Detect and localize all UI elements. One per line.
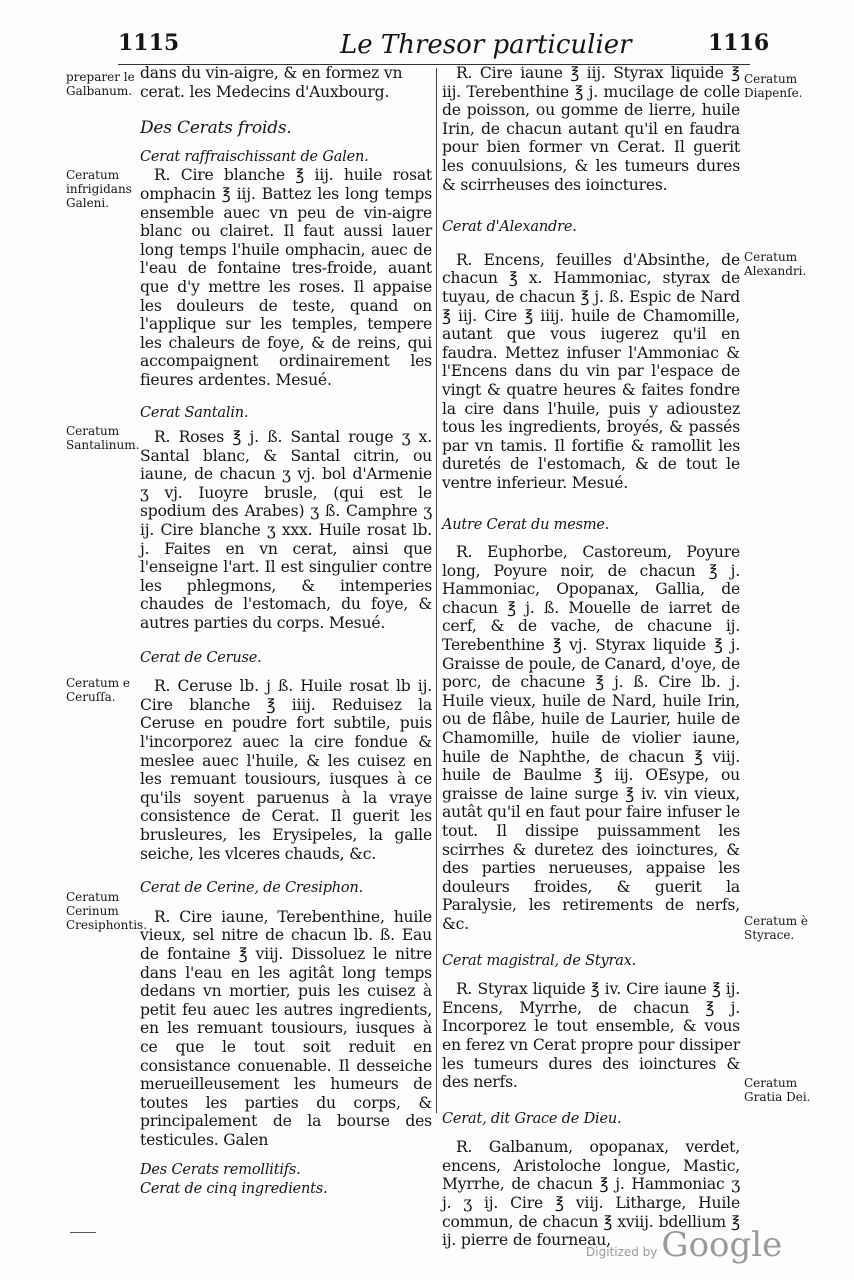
page-number-right: 1116 [708,30,770,56]
margin-note-cerinum: Ceratum Cerinum Cresiphontis. [66,890,148,932]
heading-cerats-froids: Des Cerats froids. [140,118,292,139]
footer-dash [70,1232,96,1233]
left-column [140,64,432,1199]
paragraph-cinq-recipe: R. Cire iaune ℥ iij. Styrax liquide ℥ iij. Terebenthine ℥ j. mucilage de colle de poisson, ou gomme de lierre, huile Irin, de chacun autant qu'il en faudra pour bien former vn Cerat. Il guerit les conuulsions, & les tumeurs dures & scirrheuses des ioinctures. [442,64,740,194]
heading-autre-cerat: Autre Cerat du mesme. [442,517,610,534]
column-divider [436,68,437,1113]
heading-cerat-cinq: Cerat de cinq ingredients. [140,1181,328,1198]
page-number-left: 1115 [118,30,180,56]
paragraph-santalin: R. Roses ℥ j. ß. Santal rouge ʒ x. Santal blanc, & Santal citrin, ou iaune, de chacun ʒ vj. bol d'Armenie ʒ vj. Iuoyre brusle, (qui est le spodium des Arabes) ʒ ß. Camphre ʒ ij. Cire blanche ʒ xxx. Huile rosat lb. j. Faites en vn cerat, ainsi que l'enseigne l'art. Il est singulier contre les phlegmons, & intemperies chaudes de l'estomach, du foye, & autres parties du corps. Mesué. [140,428,432,633]
running-title: Le Thresor particulier [340,30,632,60]
paragraph-grace: R. Galbanum, opopanax, verdet, encens, Aristoloche longue, Mastic, Myrrhe, de chacun ℥ j. Hammoniac ʒ j. ʒ ij. Cire ℥ viij. Litharge, Huile commun, de chacun ℥ xviij. bdellium ℥ ij. pierre de fourneau, [442,1138,740,1250]
heading-cerat-galen: Cerat raffraischissant de Galen. [140,148,369,165]
margin-note-infrigidans: Ceratum infrigidans Galeni. [66,168,132,210]
google-logo: Google [661,1225,783,1265]
margin-note-galbanum: preparer le Galbanum. [66,70,135,98]
heading-cerat-cerine: Cerat de Cerine, de Cresiphon. [140,880,363,897]
margin-note-styrace: Ceratum è Styrace. [744,914,809,942]
paragraph-alexandre: R. Encens, feuilles d'Absinthe, de chacun ℥ x. Hammoniac, styrax de tuyau, de chacun ℥ j. ß. Espic de Nard ℥ iij. Cire ℥ iiij. huile de Chamomille, autant que vous iugerez qu'il en faudra. Mettez infuser l'Ammoniac & l'Encens dans du vin par l'espace de vingt & quatre heures & faites fondre la cire dans l'huile, puis y adioustez tous les ingredients, broyés, & passés par vn tamis. Il fortifie & ramollit les duretés de l'estomach, & de tout le ventre inferieur. Mesué. [442,250,740,492]
margin-note-ceruse: Ceratum e Ceruſſa. [66,676,131,704]
heading-cerat-santalin: Cerat Santalin. [140,404,249,421]
heading-cerat-alexandre: Cerat d'Alexandre. [442,219,577,236]
margin-note-gratia-dei: Ceratum Gratia Dei. [744,1076,811,1104]
right-column [442,64,740,1250]
paragraph-intro: dans du vin-aigre, & en formez vn cerat. les Medecins d'Auxbourg. [140,64,403,101]
paragraph-cerine: R. Cire iaune, Terebenthine, huile vieux, sel nitre de chacun lb. ß. Eau de fontaine ℥ viij. Dissoluez le nitre dans l'eau en les agitât long temps dedans vn mortier, puis les cuisez à petit feu auec les autres ingredients, en les remuant tousiours, iusques à ce que le tout soit reduit en consistance conuenable. Il desseiche merueilleusement les humeurs de toutes les parties du corps, & principalement de la bourse des testicules. Galen [140,907,432,1149]
heading-cerat-styrax: Cerat magistral, de Styrax. [442,952,637,969]
paragraph-galen: R. Cire blanche ℥ iij. huile rosat omphacin ℥ iij. Battez les long temps ensemble auec vn peu de vin-aigre blanc ou clairet. Il faut aussi lauer long temps l'huile omphacin, auec de l'eau de fontaine tres-froide, auant que d'y mettre les roses. Il appaise les douleurs de teste, quand on l'applique sur les temples, tempere les chaleurs de foye, & de reins, qui accompaignent ordinairement les fieures ardentes. Mesué. [140,166,432,389]
margin-note-santalinum: Ceratum Santalinum. [66,424,140,452]
heading-cerats-remollitifs: Des Cerats remollitifs. [140,1162,301,1179]
heading-cerat-ceruse: Cerat de Ceruse. [140,649,262,666]
margin-note-alexandri: Ceratum Alexandri. [744,250,807,278]
margin-note-diapense: Ceratum Diapenſe. [744,72,803,100]
digitized-by-text: Digitized by [586,1245,658,1259]
heading-cerat-grace: Cerat, dit Grace de Dieu. [442,1110,622,1127]
paragraph-styrax: R. Styrax liquide ℥ iv. Cire iaune ℥ ij. Encens, Myrrhe, de chacun ℥ j. Incorporez le tout ensemble, & vous en ferez vn Cerat propre pour dissiper les tumeurs dures des ioinctures & des nerfs. [442,980,740,1092]
digitized-by-google-watermark [586,1225,782,1265]
paragraph-ceruse: R. Ceruse lb. j ß. Huile rosat lb ij. Cire blanche ℥ iiij. Reduisez la Ceruse en poudre fort subtile, puis l'incorporez auec la cire fondue & meslee auec l'huile, & les cuisez en les remuant tousiours, iusques à ce qu'ils soyent paruenus à la vraye consistence de Cerat. Il guerit les brusleures, les Erysipeles, la galle seiche, les vlceres chauds, &c. [140,677,432,863]
paragraph-autre: R. Euphorbe, Castoreum, Poyure long, Poyure noir, de chacun ℥ j. Hammoniac, Opopanax, Gallia, de chacun ℥ j. ß. Mouelle de iarret de cerf, & de vache, de chacune ij. Terebenthine ℥ vj. Styrax liquide ℥ j. Graisse de poule, de Canard, d'oye, de porc, de chacune ℥ j. ß. Cire lb. j. Huile vieux, huile de Nard, huile Irin, ou de flâbe, huile de Laurier, huile de Chamomille, huile de violier iaune, huile de Naphthe, de chacun ℥ viij. huile de Baulme ℥ iij. OEsype, ou graisse de laine surge ℥ iv. vin vieux, autât qu'il en faut pour faire infuser le tout. Il dissipe puissamment les scirrhes & duretez des ioinctures, & des parties nerueuses, appaise les douleurs froides, & guerit la Paralysie, les retirements de nerfs, &c. [442,543,740,933]
